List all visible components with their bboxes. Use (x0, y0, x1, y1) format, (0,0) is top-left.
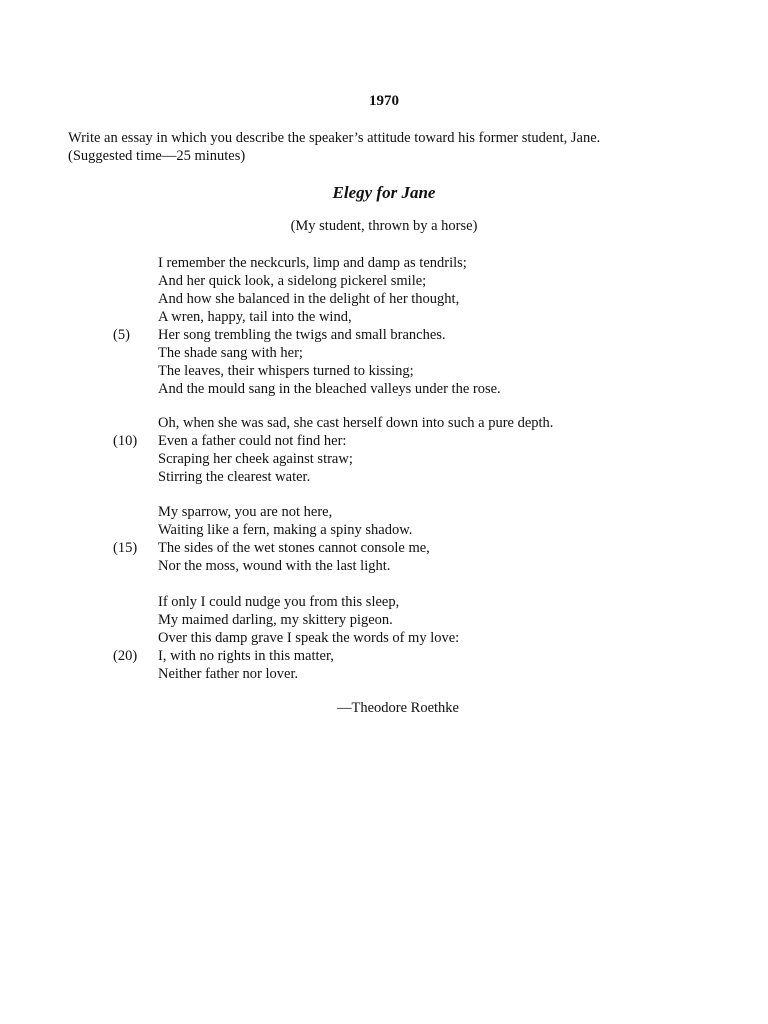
poem-line (0, 503, 768, 521)
line-text: And how she balanced in the delight of her thought, (158, 291, 460, 307)
poem-line (0, 450, 768, 468)
poem-line (0, 611, 768, 629)
poem-stanza (0, 254, 768, 398)
line-text: The sides of the wet stones cannot console me, (158, 540, 430, 556)
poem-stanza (0, 593, 768, 683)
line-text: My sparrow, you are not here, (158, 504, 333, 520)
poem-line (0, 432, 768, 450)
poem-subtitle: (My student, thrown by a horse) (290, 218, 478, 234)
line-text: The shade sang with her; (158, 345, 303, 361)
exam-year-heading: 1970 (369, 93, 399, 109)
poem-line (0, 290, 768, 308)
line-number: (15) (113, 540, 138, 556)
line-text: Oh, when she was sad, she cast herself down into such a pure depth. (158, 415, 554, 431)
poem-line (0, 647, 768, 665)
poem-line (0, 414, 768, 432)
line-text: A wren, happy, tail into the wind, (158, 309, 352, 325)
poem-line (0, 521, 768, 539)
line-text: Even a father could not find her: (158, 433, 347, 449)
line-text: And her quick look, a sidelong pickerel smile; (158, 273, 427, 289)
poem-line (0, 539, 768, 557)
line-number: (5) (113, 327, 130, 343)
poem-attribution: —Theodore Roethke (336, 700, 459, 716)
poem-line (0, 362, 768, 380)
line-text: If only I could nudge you from this sleep, (158, 594, 400, 610)
poem-line (0, 344, 768, 362)
line-text: Stirring the clearest water. (158, 469, 311, 485)
poem-stanza (0, 414, 768, 486)
poem-line (0, 254, 768, 272)
poem-line (0, 665, 768, 683)
line-number: (20) (113, 648, 138, 664)
line-text: I remember the neckcurls, limp and damp as tendrils; (158, 255, 467, 271)
poem-line (0, 593, 768, 611)
line-text: Neither father nor lover. (158, 666, 299, 682)
line-text: Waiting like a fern, making a spiny shadow. (158, 522, 413, 538)
poem-line (0, 380, 768, 398)
poem-line (0, 272, 768, 290)
line-text: The leaves, their whispers turned to kissing; (158, 363, 414, 379)
line-number: (10) (113, 433, 138, 449)
poem-stanza (0, 503, 768, 575)
line-text: Her song trembling the twigs and small branches. (158, 327, 446, 343)
prompt-instruction: Write an essay in which you describe the speaker’s attitude toward his former student, Jane. (68, 130, 601, 146)
line-text: And the mould sang in the bleached valleys under the rose. (158, 381, 501, 397)
line-text: Nor the moss, wound with the last light. (158, 558, 391, 574)
poem-line (0, 326, 768, 344)
essay-prompt (68, 129, 708, 165)
poem-line (0, 308, 768, 326)
prompt-suggested-time: (Suggested time—25 minutes) (68, 148, 246, 164)
poem-title: Elegy for Jane (332, 183, 436, 202)
poem-line (0, 557, 768, 575)
line-text: I, with no rights in this matter, (158, 648, 334, 664)
line-text: Over this damp grave I speak the words of my love: (158, 630, 460, 646)
poem-line (0, 468, 768, 486)
line-text: My maimed darling, my skittery pigeon. (158, 612, 393, 628)
poem-line (0, 629, 768, 647)
line-text: Scraping her cheek against straw; (158, 451, 353, 467)
